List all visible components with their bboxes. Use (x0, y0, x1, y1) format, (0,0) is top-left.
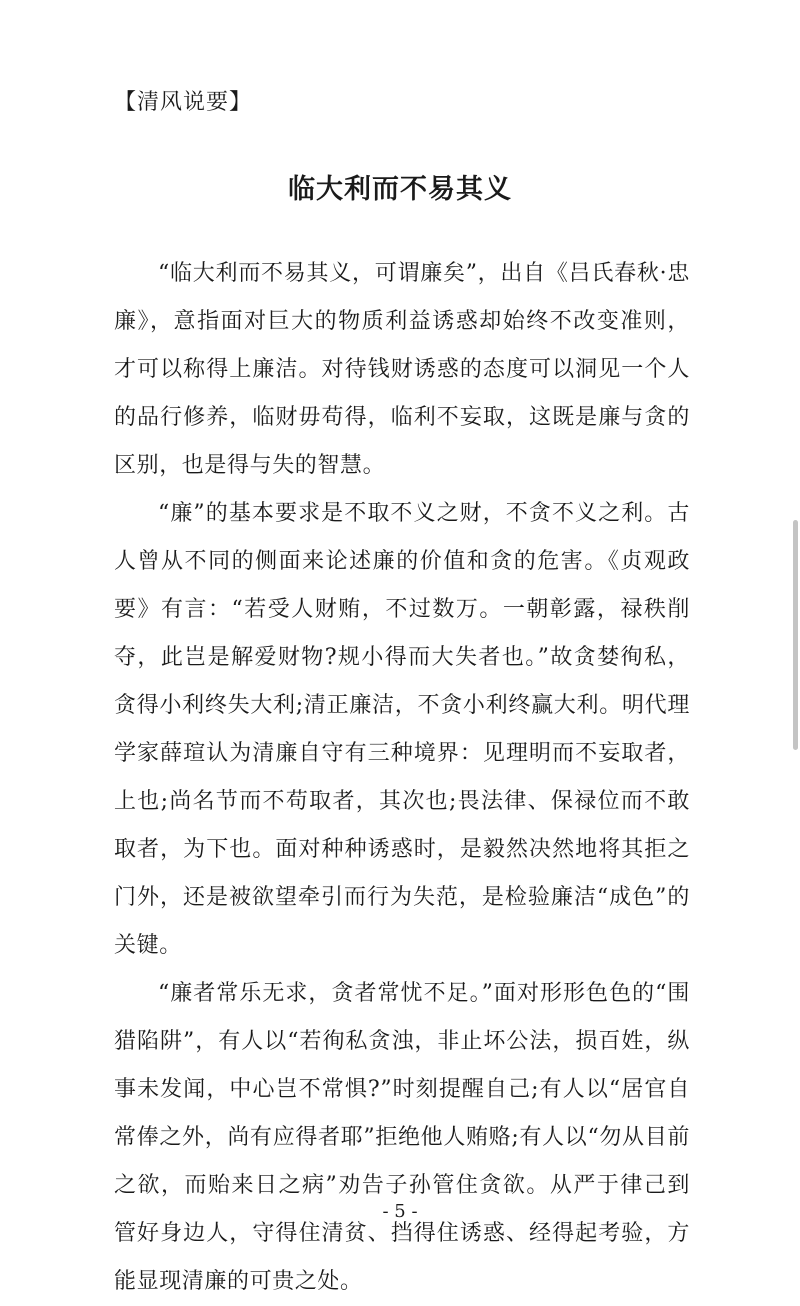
paragraph-3: “廉者常乐无求，贪者常忧不足。”面对形形色色的“围猎陷阱”，有人以“若徇私贪浊，非止坏公法，损百姓，纵事未发闻，中心岂不常惧?”时刻提醒自己;有人以“居官自常俸之外，尚有应得者耶”拒绝他人贿赂;有人以“勿从目前之欲，而贻来日之病”劝告子孙管住贪欲。从严于律己到管好身边人，守得住清贫、挡得住诱惑、经得起考验，方能显现清廉的可贵之处。 (114, 981, 690, 1294)
section-tag: 【清风说要】 (114, 90, 253, 115)
article-title: 临大利而不易其义 (288, 174, 512, 205)
scrollbar-thumb[interactable] (793, 520, 798, 750)
article-body (114, 250, 690, 1306)
paragraph-1: “临大利而不易其义，可谓廉矣”，出自《吕氏春秋·忠廉》，意指面对巨大的物质利益诱惑却始终不改变准则，才可以称得上廉洁。对待钱财诱惑的态度可以洞见一个人的品行修养，临财毋苟得，临利不妄取，这既是廉与贪的区别，也是得与失的智慧。 (114, 261, 690, 478)
paragraph-2: “廉”的基本要求是不取不义之财，不贪不义之利。古人曾从不同的侧面来论述廉的价值和贪的危害。《贞观政要》有言：“若受人财贿，不过数万。一朝彰露，禄秩削夺，此岂是解爱财物?规小得而大失者也。”故贪婪徇私，贪得小利终失大利;清正廉洁，不贪小利终赢大利。明代理学家薛瑄认为清廉自守有三种境界：见理明而不妄取者，上也;尚名节而不苟取者，其次也;畏法律、保禄位而不敢取者，为下也。面对种种诱惑时，是毅然决然地将其拒之门外，还是被欲望牵引而行为失范，是检验廉洁“成色”的关键。 (114, 501, 690, 958)
page-number: - 5 - (382, 1201, 418, 1222)
